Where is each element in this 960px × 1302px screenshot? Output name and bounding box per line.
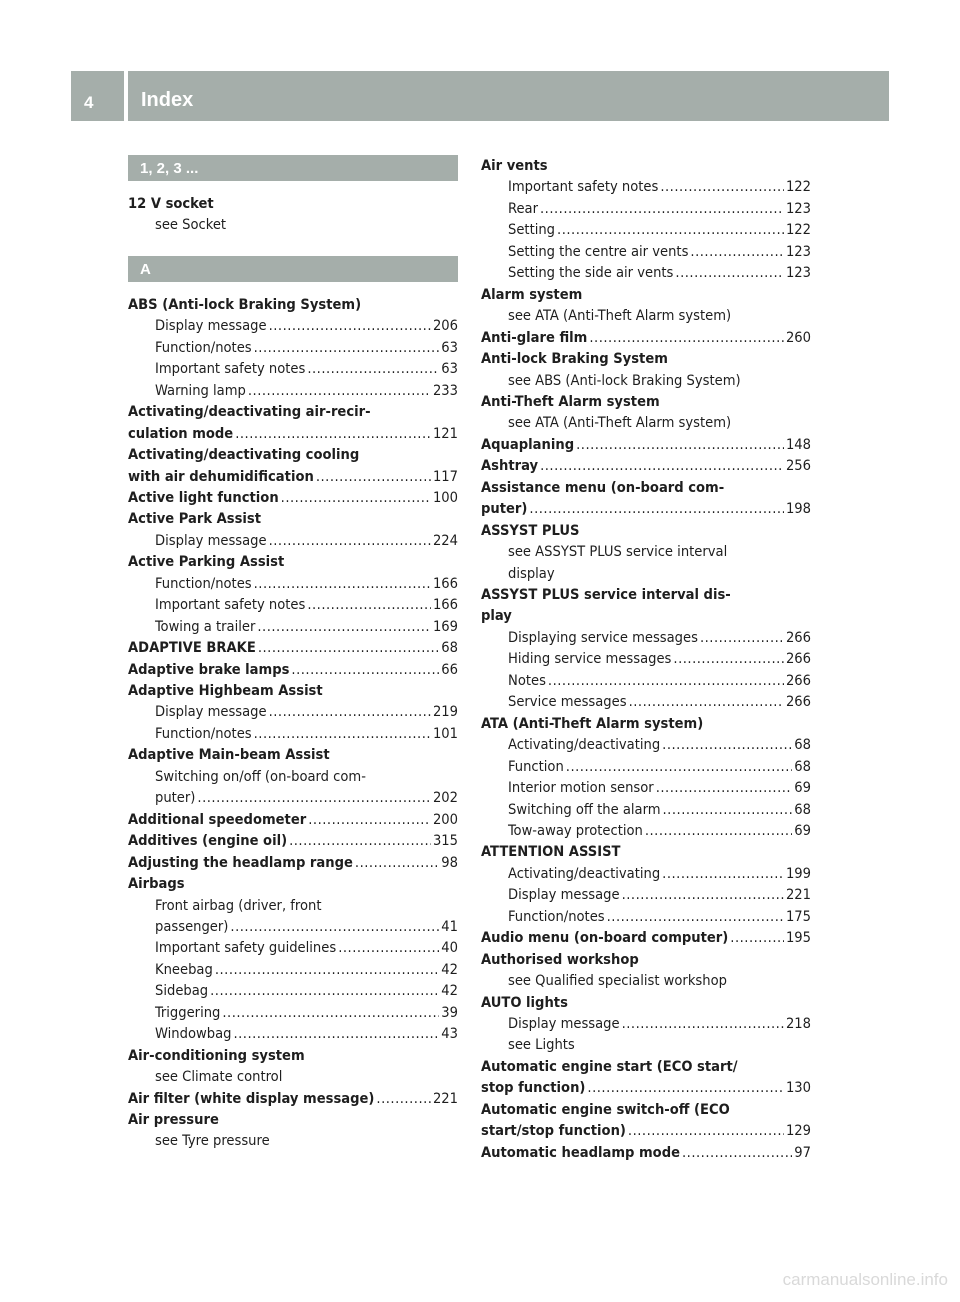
- page-reference[interactable]: 266: [785, 671, 811, 689]
- index-term[interactable]: [128, 659, 458, 680]
- entry-text: Function/notes: [508, 907, 605, 925]
- page-reference[interactable]: 266: [785, 693, 811, 711]
- index-subentry: [481, 412, 811, 433]
- page-reference[interactable]: 169: [432, 617, 458, 635]
- index-subentry[interactable]: [481, 691, 811, 712]
- entry-text: Air vents: [481, 157, 548, 174]
- entry-text: Anti-Theft Alarm system: [481, 392, 660, 410]
- entry-text: Front airbag (driver, front: [155, 896, 322, 914]
- page-reference[interactable]: 206: [432, 317, 458, 335]
- dot-leader: [622, 884, 784, 905]
- entry-text: Automatic headlamp mode: [481, 1143, 680, 1161]
- index-term[interactable]: [481, 434, 811, 455]
- dot-leader: [316, 466, 431, 487]
- index-term: [128, 444, 458, 465]
- entry-text: Switching off the alarm: [508, 800, 661, 818]
- index-subentry[interactable]: [481, 863, 811, 884]
- index-term: [128, 1109, 458, 1130]
- index-subentry: [128, 1130, 458, 1151]
- page-reference[interactable]: 68: [794, 757, 811, 775]
- dot-leader: [235, 423, 431, 444]
- dot-leader: [628, 1120, 784, 1141]
- index-subentry: [128, 895, 458, 916]
- index-term[interactable]: [481, 1120, 811, 1141]
- page-reference[interactable]: 42: [441, 982, 458, 1000]
- dot-leader: [607, 906, 784, 927]
- dot-leader: [258, 637, 439, 658]
- entry-text: Activating/deactivating: [508, 864, 661, 882]
- dot-leader: [291, 659, 439, 680]
- entry-text: Rear: [508, 199, 538, 217]
- page-reference[interactable]: 122: [785, 221, 811, 239]
- index-term: [481, 348, 811, 369]
- index-term: [481, 949, 811, 970]
- page-reference[interactable]: 66: [441, 660, 458, 678]
- index-term: [481, 1099, 811, 1120]
- dot-leader: [529, 498, 784, 519]
- index-subentry: [128, 766, 458, 787]
- dot-leader: [622, 1013, 784, 1034]
- dot-leader: [289, 830, 431, 851]
- dot-leader: [269, 530, 431, 551]
- section-heading: [128, 256, 458, 282]
- entry-text: Setting the side air vents: [508, 264, 674, 282]
- index-subentry[interactable]: [481, 670, 811, 691]
- entry-text: AUTO lights: [481, 993, 568, 1011]
- index-subentry[interactable]: [481, 262, 811, 283]
- entry-text: Service messages: [508, 693, 627, 711]
- entry-text: Hiding service messages: [508, 650, 672, 668]
- entry-text: play: [481, 607, 512, 625]
- watermark: carmanualsonline.info: [782, 1270, 948, 1289]
- page-reference[interactable]: 166: [432, 596, 458, 614]
- entry-text: Adaptive brake lamps: [128, 660, 290, 678]
- dot-leader: [215, 959, 439, 980]
- dot-leader: [269, 701, 431, 722]
- page-reference[interactable]: 117: [432, 467, 458, 485]
- index-subentry: [128, 1066, 458, 1087]
- entry-text: puter): [481, 500, 528, 518]
- page-reference[interactable]: 63: [441, 360, 458, 378]
- entry-text: Kneebag: [155, 960, 213, 978]
- entry-text: Ashtray: [481, 457, 539, 475]
- entry-text: Air filter (white display message): [128, 1089, 375, 1107]
- dot-leader: [338, 937, 439, 958]
- entry-text: Important safety notes: [508, 178, 659, 196]
- dot-leader: [355, 852, 439, 873]
- index-subentry[interactable]: [481, 1013, 811, 1034]
- entry-text: ASSYST PLUS service interval dis-: [481, 586, 731, 603]
- page-reference[interactable]: 166: [432, 574, 458, 592]
- page-reference[interactable]: 98: [441, 853, 458, 871]
- entry-text: Aquaplaning: [481, 435, 575, 453]
- entry-text: Switching on/off (on-board com-: [155, 767, 366, 785]
- page-reference[interactable]: 123: [785, 199, 811, 217]
- dot-leader: [197, 787, 431, 808]
- page-reference[interactable]: 39: [441, 1003, 458, 1021]
- page-reference[interactable]: 43: [441, 1025, 458, 1043]
- entry-text: see Lights: [508, 1036, 575, 1054]
- section-heading-label: A: [140, 260, 151, 278]
- entry-text: Function/notes: [155, 338, 252, 356]
- entry-text: Active Park Assist: [128, 510, 261, 528]
- dot-leader: [307, 358, 439, 379]
- entry-text: Authorised workshop: [481, 950, 639, 968]
- dot-leader: [548, 670, 784, 691]
- dot-leader: [682, 1142, 792, 1163]
- entry-text: Air-conditioning system: [128, 1046, 305, 1064]
- dot-leader: [269, 315, 431, 336]
- index-term[interactable]: [128, 487, 458, 508]
- index-subentry[interactable]: [128, 594, 458, 615]
- index-subentry[interactable]: [481, 241, 811, 262]
- dot-leader: [254, 723, 431, 744]
- dot-leader: [587, 1077, 784, 1098]
- index-term: [481, 992, 811, 1013]
- index-subentry[interactable]: [128, 358, 458, 379]
- index-subentry: [481, 563, 811, 584]
- dot-leader: [308, 809, 431, 830]
- index-term[interactable]: [481, 327, 811, 348]
- dot-leader: [663, 799, 793, 820]
- page-reference[interactable]: 101: [432, 724, 458, 742]
- page-reference[interactable]: 219: [432, 703, 458, 721]
- index-term[interactable]: [128, 466, 458, 487]
- page-reference[interactable]: 199: [785, 864, 811, 882]
- page-reference[interactable]: 130: [785, 1079, 811, 1097]
- page-reference[interactable]: 221: [785, 886, 811, 904]
- page-reference[interactable]: 41: [441, 917, 458, 935]
- index-term[interactable]: [481, 498, 811, 519]
- dot-leader: [281, 487, 431, 508]
- page-reference[interactable]: 224: [432, 531, 458, 549]
- index-term: [128, 873, 458, 894]
- index-term: [128, 680, 458, 701]
- entry-text: Alarm system: [481, 285, 583, 303]
- dot-leader: [222, 1002, 439, 1023]
- page-reference[interactable]: 69: [794, 779, 811, 797]
- page-reference[interactable]: 266: [785, 650, 811, 668]
- entry-text: puter): [155, 789, 196, 807]
- page-number: 4: [84, 93, 94, 112]
- entry-text: ASSYST PLUS: [481, 521, 580, 539]
- dot-leader: [589, 327, 784, 348]
- page-reference[interactable]: 218: [785, 1015, 811, 1032]
- index-term[interactable]: [481, 1077, 811, 1098]
- entry-text: see ABS (Anti-lock Braking System): [508, 371, 741, 389]
- index-term: [128, 294, 458, 315]
- index-subentry[interactable]: [128, 380, 458, 401]
- dot-leader: [254, 573, 431, 594]
- page-reference[interactable]: 68: [794, 800, 811, 818]
- dot-leader: [254, 337, 440, 358]
- section-heading: [128, 155, 458, 181]
- index-subentry[interactable]: [128, 723, 458, 744]
- dot-leader: [233, 1023, 439, 1044]
- index-subentry[interactable]: [481, 777, 811, 798]
- dot-leader: [645, 820, 792, 841]
- index-subentry[interactable]: [128, 1023, 458, 1044]
- index-subentry[interactable]: [128, 916, 458, 937]
- index-subentry: [481, 541, 811, 562]
- index-term: [128, 401, 458, 422]
- entry-text: Additives (engine oil): [128, 832, 288, 850]
- index-subentry: [481, 370, 811, 391]
- entry-text: Adjusting the headlamp range: [128, 853, 353, 871]
- dot-leader: [690, 241, 784, 262]
- entry-text: Important safety guidelines: [155, 939, 337, 957]
- page-reference[interactable]: 123: [785, 242, 811, 260]
- page-reference[interactable]: 40: [441, 939, 458, 957]
- index-subentry[interactable]: [128, 616, 458, 637]
- dot-leader: [540, 455, 784, 476]
- entry-text: Anti-glare film: [481, 328, 588, 346]
- index-subentry[interactable]: [481, 176, 811, 197]
- index-subentry[interactable]: [481, 734, 811, 755]
- index-subentry: [481, 305, 811, 326]
- entry-text: Display message: [508, 1015, 620, 1032]
- dot-leader: [257, 616, 431, 637]
- entry-text: Important safety notes: [155, 596, 306, 614]
- index-subentry[interactable]: [128, 937, 458, 958]
- entry-text: Setting the centre air vents: [508, 242, 689, 260]
- entry-text: Activating/deactivating cooling: [128, 446, 360, 464]
- entry-text: Activating/deactivating: [508, 736, 661, 754]
- entry-text: Display message: [508, 886, 620, 904]
- index-term: [481, 841, 811, 862]
- page-reference[interactable]: 68: [441, 639, 458, 657]
- dot-leader: [675, 262, 784, 283]
- page-reference[interactable]: 123: [785, 264, 811, 282]
- entry-text: see Climate control: [155, 1068, 283, 1086]
- entry-text: Important safety notes: [155, 360, 306, 378]
- page-reference[interactable]: 198: [785, 500, 811, 518]
- entry-text: culation mode: [128, 424, 234, 442]
- dot-leader: [566, 756, 793, 777]
- page-reference[interactable]: 266: [785, 628, 811, 646]
- dot-leader: [307, 594, 431, 615]
- entry-text: Adaptive Main-beam Assist: [128, 746, 330, 764]
- entry-text: Sidebag: [155, 982, 209, 1000]
- entry-text: start/stop function): [481, 1122, 626, 1140]
- page-reference[interactable]: 100: [432, 488, 458, 506]
- dot-leader: [700, 627, 784, 648]
- entry-text: 12 V socket: [128, 195, 214, 212]
- entry-text: ATA (Anti-Theft Alarm system): [481, 714, 704, 732]
- entry-text: Active light function: [128, 488, 279, 506]
- entry-text: see Qualified specialist workshop: [508, 972, 727, 990]
- index-subentry[interactable]: [481, 756, 811, 777]
- entry-text: Assistance menu (on-board com-: [481, 478, 725, 496]
- index-subentry[interactable]: [481, 799, 811, 820]
- header-separator: [124, 71, 128, 121]
- index-subentry[interactable]: [128, 573, 458, 594]
- index-term[interactable]: [481, 1142, 811, 1163]
- page-reference[interactable]: 122: [785, 178, 811, 196]
- index-subentry[interactable]: [128, 959, 458, 980]
- index-term: [128, 193, 458, 214]
- dot-leader: [576, 434, 784, 455]
- entry-text: see Socket: [155, 216, 227, 234]
- index-term[interactable]: [128, 1088, 458, 1109]
- entry-text: Display message: [155, 703, 267, 721]
- index-term[interactable]: [481, 455, 811, 476]
- page-reference[interactable]: 202: [432, 789, 458, 807]
- index-subentry[interactable]: [481, 820, 811, 841]
- entry-text: see Tyre pressure: [155, 1132, 270, 1150]
- entry-text: ATTENTION ASSIST: [481, 843, 621, 861]
- entry-text: Audio menu (on-board computer): [481, 929, 729, 947]
- index-term[interactable]: [128, 809, 458, 830]
- page-reference[interactable]: 221: [432, 1089, 458, 1107]
- section-heading-label: 1, 2, 3 ...: [140, 160, 199, 177]
- page-title: Index: [141, 89, 194, 111]
- index-subentry[interactable]: [128, 1002, 458, 1023]
- dot-leader: [540, 198, 784, 219]
- page-reference[interactable]: 42: [441, 960, 458, 978]
- index-term: [128, 744, 458, 765]
- index-term: [481, 477, 811, 498]
- entry-text: Notes: [508, 671, 546, 689]
- dot-leader: [557, 219, 784, 240]
- entry-text: Activating/deactivating air-recir-: [128, 403, 371, 421]
- dot-leader: [376, 1088, 431, 1109]
- entry-text: Warning lamp: [155, 381, 246, 399]
- index-subentry[interactable]: [481, 219, 811, 240]
- index-subentry[interactable]: [128, 315, 458, 336]
- index-term: [481, 605, 811, 626]
- entry-text: Triggering: [155, 1003, 221, 1021]
- index-subentry[interactable]: [481, 198, 811, 219]
- index-term: [128, 551, 458, 572]
- entry-text: Function/notes: [155, 574, 252, 592]
- index-subentry[interactable]: [128, 701, 458, 722]
- page-reference[interactable]: 63: [441, 338, 458, 356]
- dot-leader: [230, 916, 439, 937]
- entry-text: ADAPTIVE BRAKE: [128, 639, 256, 657]
- entry-text: ABS (Anti-lock Braking System): [128, 295, 362, 313]
- page-reference[interactable]: 195: [785, 929, 811, 947]
- index-term: [481, 713, 811, 734]
- entry-text: Display message: [155, 531, 267, 549]
- index-term[interactable]: [481, 927, 811, 948]
- page-reference[interactable]: 121: [432, 424, 458, 442]
- entry-text: Interior motion sensor: [508, 779, 654, 797]
- page-reference[interactable]: 315: [432, 832, 458, 850]
- index-term: [481, 284, 811, 305]
- dot-leader: [656, 777, 793, 798]
- index-term: [481, 391, 811, 412]
- index-subentry: [481, 1034, 811, 1055]
- entry-text: stop function): [481, 1079, 586, 1097]
- entry-text: Anti-lock Braking System: [481, 350, 668, 368]
- index-subentry[interactable]: [481, 648, 811, 669]
- page-reference[interactable]: 69: [794, 821, 811, 839]
- page-reference[interactable]: 129: [785, 1122, 811, 1140]
- entry-text: Automatic engine start (ECO start/: [481, 1057, 738, 1075]
- entry-text: Active Parking Assist: [128, 553, 285, 571]
- entry-text: Function: [508, 757, 564, 775]
- header-bar: [71, 71, 889, 121]
- entry-text: Towing a trailer: [155, 617, 256, 635]
- page-reference[interactable]: 200: [432, 810, 458, 828]
- entry-text: see ATA (Anti-Theft Alarm system): [508, 307, 732, 325]
- entry-text: Tow-away protection: [508, 821, 643, 839]
- page-reference[interactable]: 256: [785, 457, 811, 475]
- index-term: [481, 520, 811, 541]
- index-subentry[interactable]: [481, 627, 811, 648]
- index-term[interactable]: [128, 637, 458, 658]
- dot-leader: [673, 648, 784, 669]
- index-term: [128, 508, 458, 529]
- index-term: [128, 1045, 458, 1066]
- entry-text: Automatic engine switch-off (ECO: [481, 1100, 730, 1118]
- entry-text: see ATA (Anti-Theft Alarm system): [508, 414, 732, 432]
- entry-text: Adaptive Highbeam Assist: [128, 682, 323, 699]
- index-term: [481, 584, 811, 605]
- page-reference[interactable]: 148: [785, 435, 811, 453]
- entry-text: with air dehumidification: [128, 467, 314, 485]
- entry-text: Airbags: [128, 875, 185, 893]
- index-subentry[interactable]: [481, 906, 811, 927]
- dot-leader: [662, 863, 784, 884]
- page-reference[interactable]: 233: [432, 381, 458, 399]
- dot-leader: [660, 176, 784, 197]
- index-subentry[interactable]: [128, 787, 458, 808]
- index-term: [481, 155, 811, 176]
- page-reference[interactable]: 97: [794, 1143, 811, 1161]
- index-subentry: [481, 970, 811, 991]
- dot-leader: [730, 927, 784, 948]
- index-subentry[interactable]: [128, 530, 458, 551]
- dot-leader: [210, 980, 439, 1001]
- entry-text: Additional speedometer: [128, 810, 307, 828]
- entry-text: passenger): [155, 917, 229, 935]
- page-reference[interactable]: 175: [785, 907, 811, 925]
- entry-text: see ASSYST PLUS service interval: [508, 543, 728, 561]
- entry-text: Function/notes: [155, 724, 252, 742]
- dot-leader: [248, 380, 431, 401]
- index-subentry[interactable]: [481, 884, 811, 905]
- index-subentry[interactable]: [128, 980, 458, 1001]
- index-subentry: [128, 214, 458, 235]
- index-term[interactable]: [128, 830, 458, 851]
- page-reference[interactable]: 260: [785, 328, 811, 346]
- dot-leader: [629, 691, 784, 712]
- entry-text: Air pressure: [128, 1111, 219, 1128]
- index-term[interactable]: [128, 852, 458, 873]
- entry-text: display: [508, 564, 555, 582]
- index-term[interactable]: [128, 423, 458, 444]
- dot-leader: [662, 734, 792, 755]
- index-term: [481, 1056, 811, 1077]
- entry-text: Display message: [155, 317, 267, 335]
- index-subentry[interactable]: [128, 337, 458, 358]
- entry-text: Displaying service messages: [508, 628, 698, 646]
- entry-text: Setting: [508, 221, 556, 239]
- entry-text: Windowbag: [155, 1025, 232, 1043]
- page-reference[interactable]: 68: [794, 736, 811, 754]
